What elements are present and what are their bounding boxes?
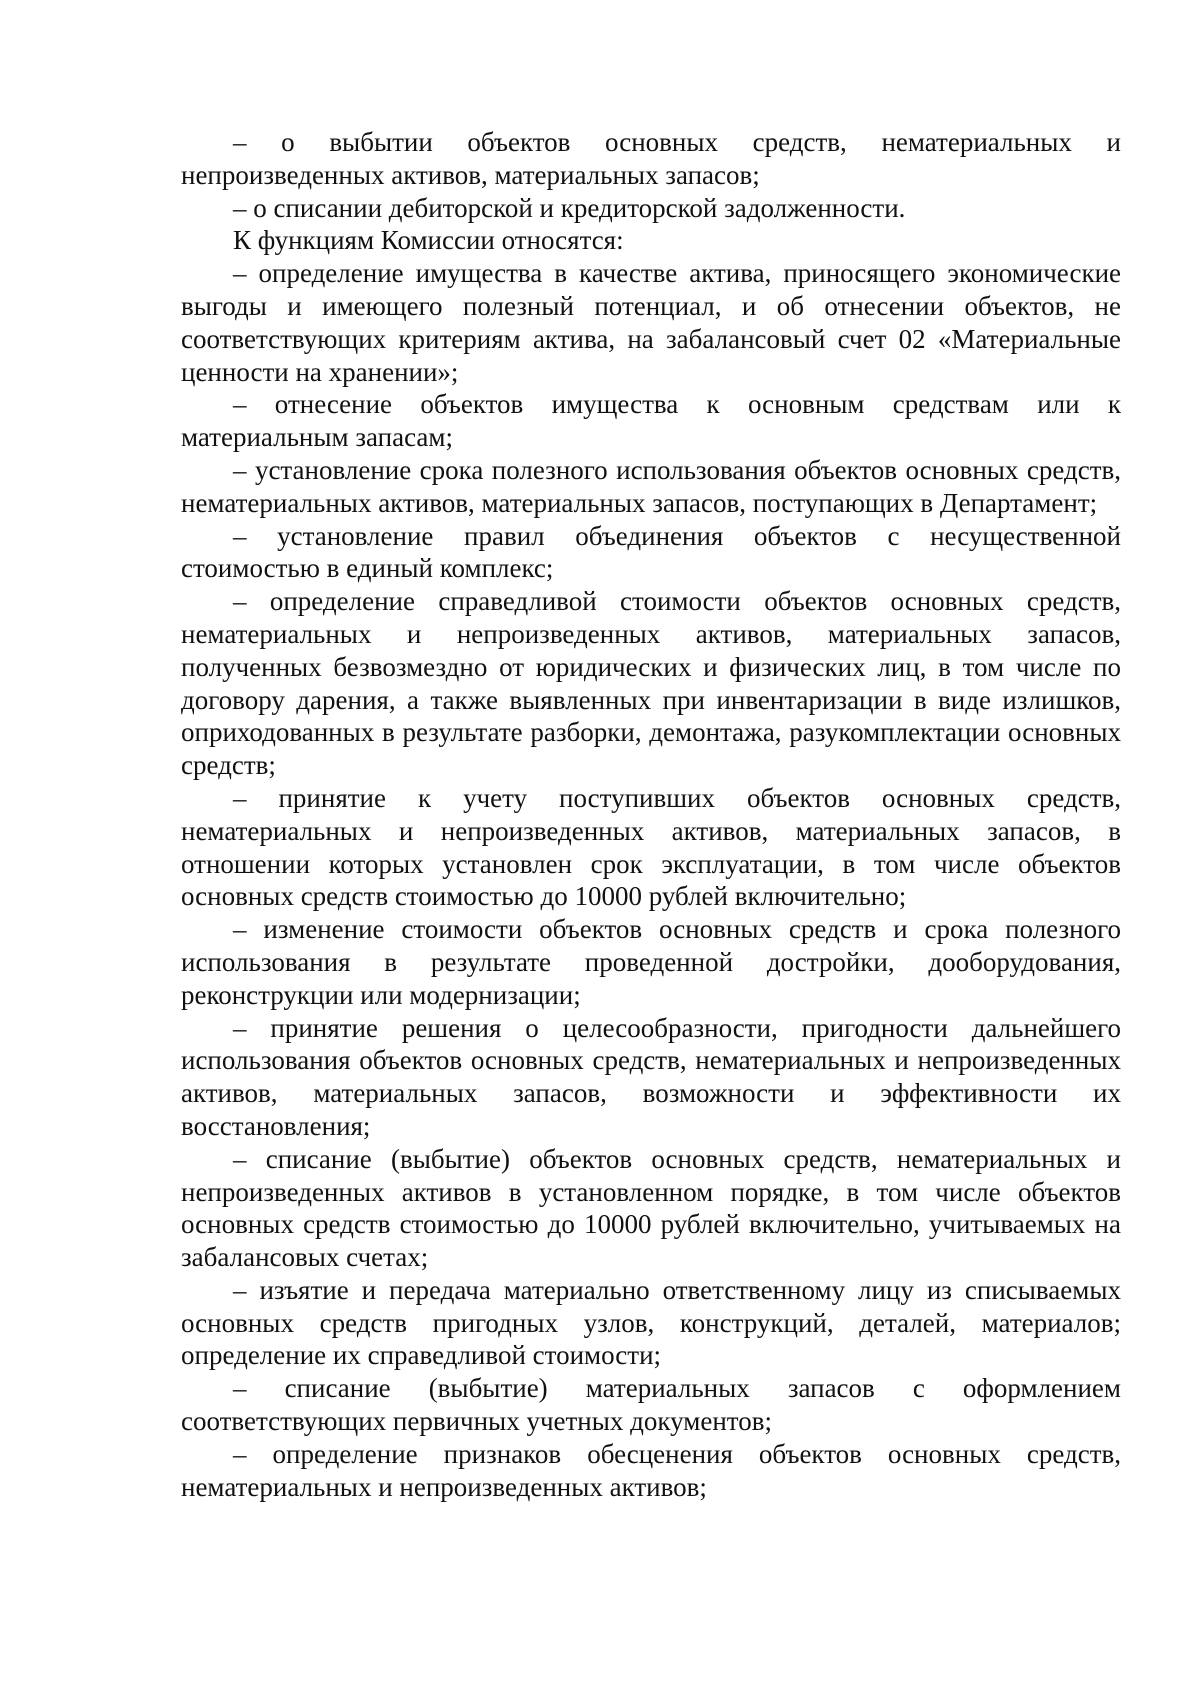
paragraph-disposal-of-assets: – о выбытии объектов основных средств, нематериальных и непроизведенных активов, материальных запасов; xyxy=(181,127,1121,190)
paragraph-parts-withdrawal: – изъятие и передача материально ответственному лицу из списываемых основных средств пригодных узлов, конструкций, деталей, материалов; определение их справедливой стоимости; xyxy=(181,1274,1121,1371)
paragraph-commission-functions-heading: К функциям Комиссии относятся: xyxy=(233,225,624,256)
paragraph-inventory-write-off: – списание (выбытие) материальных запасов с оформлением соответствующих первичных учетных документов; xyxy=(181,1373,1121,1437)
document-body xyxy=(181,126,1121,1503)
paragraph-fair-value: – определение справедливой стоимости объектов основных средств, нематериальных и непроизведенных активов, материальных запасов, полученных безвозмездно от юридических и физических лиц, в том числе по договору дарения, а также выявленных при инвентаризации в виде излишков, оприходованных в результате разборки, демонтажа, разукомплектации основных средств; xyxy=(181,586,1121,781)
paragraph-value-change: – изменение стоимости объектов основных средств и срока полезного использования в результате проведенной достройки, дооборудования, реконструкции или модернизации; xyxy=(181,914,1121,1010)
paragraph-combining-rules: – установление правил объединения объектов с несущественной стоимостью в единый комплекс; xyxy=(181,520,1121,584)
paragraph-asset-definition: – определение имущества в качестве актива, приносящего экономические выгоды и имеющего полезный потенциал, и об отнесении объектов, не соответствующих критериям актива, на забалансовый счет 02 «Материальные ценности на хранении»; xyxy=(181,258,1121,387)
paragraph-usability-decision: – принятие решения о целесообразности, пригодности дальнейшего использования объектов основных средств, нематериальных и непроизведенных активов, материальных запасов, возможности и эффективности их восстановления; xyxy=(181,1012,1121,1141)
paragraph-accounting-acceptance: – принятие к учету поступивших объектов основных средств, нематериальных и непроизведенных активов, материальных запасов, в отношении которых установлен срок эксплуатации, в том числе объектов основных средств стоимостью до 10000 рублей включительно; xyxy=(181,782,1121,912)
paragraph-fixed-assets-write-off: – списание (выбытие) объектов основных средств, нематериальных и непроизведенных активов в установленном порядке, в том числе объектов основных средств стоимостью до 10000 рублей включительно, учитываемых на забалансовых счетах; xyxy=(181,1143,1121,1273)
paragraph-write-off-debts: – о списании дебиторской и кредиторской задолженности. xyxy=(233,192,906,223)
paragraph-impairment-signs: – определение признаков обесценения объектов основных средств, нематериальных и непроизведенных активов; xyxy=(181,1438,1121,1502)
paragraph-useful-life: – установление срока полезного использования объектов основных средств, нематериальных активов, материальных запасов, поступающих в Департамент; xyxy=(181,454,1121,518)
paragraph-asset-classification: – отнесение объектов имущества к основным средствам или к материальным запасам; xyxy=(181,389,1121,453)
